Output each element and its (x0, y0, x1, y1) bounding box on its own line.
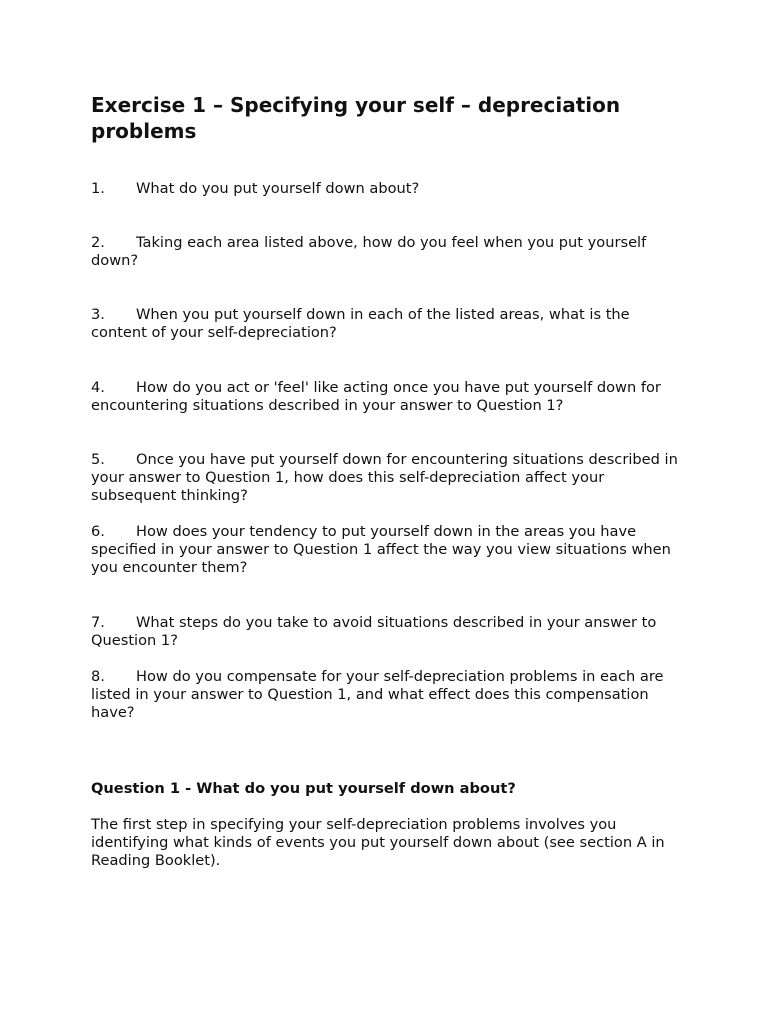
question-number: 1. (91, 180, 105, 197)
section-body: The first step in specifying your self-depreciation problems involves you identifying what kinds of events you put yourself down about (see section A in Reading Booklet). (91, 816, 665, 870)
question-text: When you put yourself down in each of the listed areas, what is the content of your self-depreciation? (91, 306, 630, 342)
question-text: What steps do you take to avoid situations described in your answer to Question 1? (91, 614, 657, 650)
question-text: What do you put yourself down about? (136, 180, 420, 197)
question-text: How does your tendency to put yourself down in the areas you have specified in your answer to Question 1 affect the way you view situations when you encounter them? (91, 523, 671, 577)
question-7 (91, 614, 689, 650)
section-heading: Question 1 - What do you put yourself down about? (91, 780, 516, 797)
document-title: Exercise 1 – Specifying your self – depreciation problems (91, 93, 621, 143)
question-3 (91, 306, 689, 342)
question-1 (91, 180, 689, 198)
question-number: 5. (91, 451, 105, 468)
question-number: 3. (91, 306, 105, 323)
question-number: 8. (91, 668, 105, 685)
question-number: 6. (91, 523, 105, 540)
question-6 (91, 523, 689, 578)
question-2 (91, 234, 689, 270)
question-8 (91, 668, 689, 723)
question-5 (91, 451, 689, 506)
question-number: 4. (91, 379, 105, 396)
question-4 (91, 379, 689, 415)
question-text: Taking each area listed above, how do you feel when you put yourself down? (91, 234, 647, 270)
question-number: 2. (91, 234, 105, 251)
question-text: How do you act or 'feel' like acting once you have put yourself down for encountering situations described in your answer to Question 1? (91, 379, 661, 415)
question-number: 7. (91, 614, 105, 631)
question-text: How do you compensate for your self-depreciation problems in each are listed in your answer to Question 1, and what effect does this compensation have? (91, 668, 664, 722)
question-text: Once you have put yourself down for encountering situations described in your answer to Question 1, how does this self-depreciation affect your subsequent thinking? (91, 451, 678, 505)
